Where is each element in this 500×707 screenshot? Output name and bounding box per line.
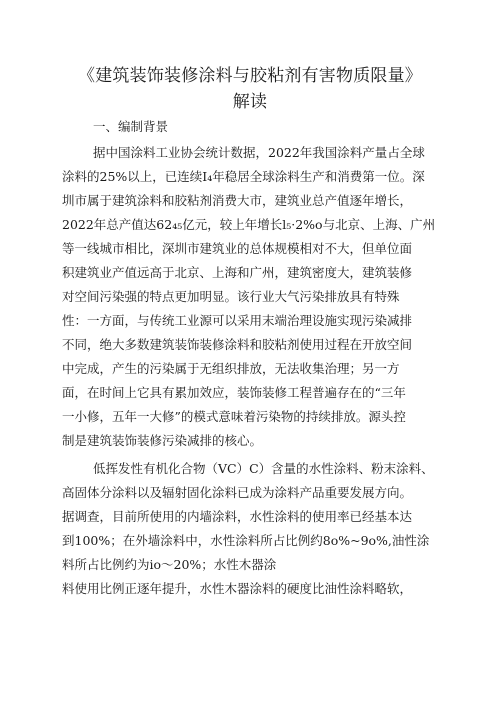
paragraph-line: 性：一方面，与传统工业源可以采用末端治理设施实现污染减排 — [62, 313, 413, 328]
paragraph-line: 面，在时间上它具有累加效应，装饰装修工程普遍存在的“三年 — [62, 385, 406, 400]
paragraph-line: 涂料的25%以上，已连续I₄年稳居全球涂料生产和消费第一位。深 — [62, 169, 425, 184]
paragraph-line: 据中国涂料工业协会统计数据，2022年我国涂料产量占全球 — [93, 145, 425, 160]
paragraph-line: 2022年总产值达62₄₅亿元，较上年增长l₅·2%o与北京、上海、广州 — [62, 217, 436, 232]
document-title-line-2: 解读 — [232, 92, 268, 112]
paragraph-line: 等一线城市相比，深圳市建筑业的总体规模相对不大，但单位面 — [62, 241, 413, 256]
section-heading: 一、编制背景 — [93, 119, 169, 134]
paragraph-line: 到100%；在外墙涂料中，水性涂料所占比例约8o%~9o%,油性涂 — [62, 533, 430, 548]
paragraph-line: 料所占比例约为io～20%；水性木器涂 — [62, 557, 277, 572]
paragraph-line: 据调查，目前所使用的内墙涂料，水性涂料的使用率已经基本达 — [62, 509, 413, 524]
paragraph-line: 一小修，五年一大修”的模式意味着污染物的持续排放。源头控 — [62, 409, 406, 424]
paragraph-line: 不同，绝大多数建筑装饰装修涂料和胶粘剂使用过程在开放空间 — [62, 337, 413, 352]
paragraph-line: 制是建筑装饰装修污染减排的核心。 — [62, 433, 263, 448]
document-title-line-1: 《建筑装饰装修涂料与胶粘剂有害物质限量》 — [78, 66, 422, 86]
paragraph-line: 料使用比例正逐年提升，水性木器涂料的硬度比油性涂料略软， — [62, 581, 413, 596]
paragraph-line: 低挥发性有机化合物（VC）C）含量的水性涂料、粉末涂料、 — [93, 461, 434, 476]
paragraph-line: 对空间污染强的特点更加明显。该行业大气污染排放具有特殊 — [62, 289, 400, 304]
paragraph-line: 积建筑业产值远高于北京、上海和广州，建筑密度大，建筑装修 — [62, 265, 413, 280]
paragraph-line: 高固体分涂料以及辐射固化涂料已成为涂料产品重要发展方向。 — [62, 485, 413, 500]
paragraph-line: 圳市属于建筑涂料和胶粘剂消费大市，建筑业总产值逐年增长， — [62, 193, 413, 208]
paragraph-line: 中完成，产生的污染属于无组织排放，无法收集治理；另一方 — [62, 361, 400, 376]
